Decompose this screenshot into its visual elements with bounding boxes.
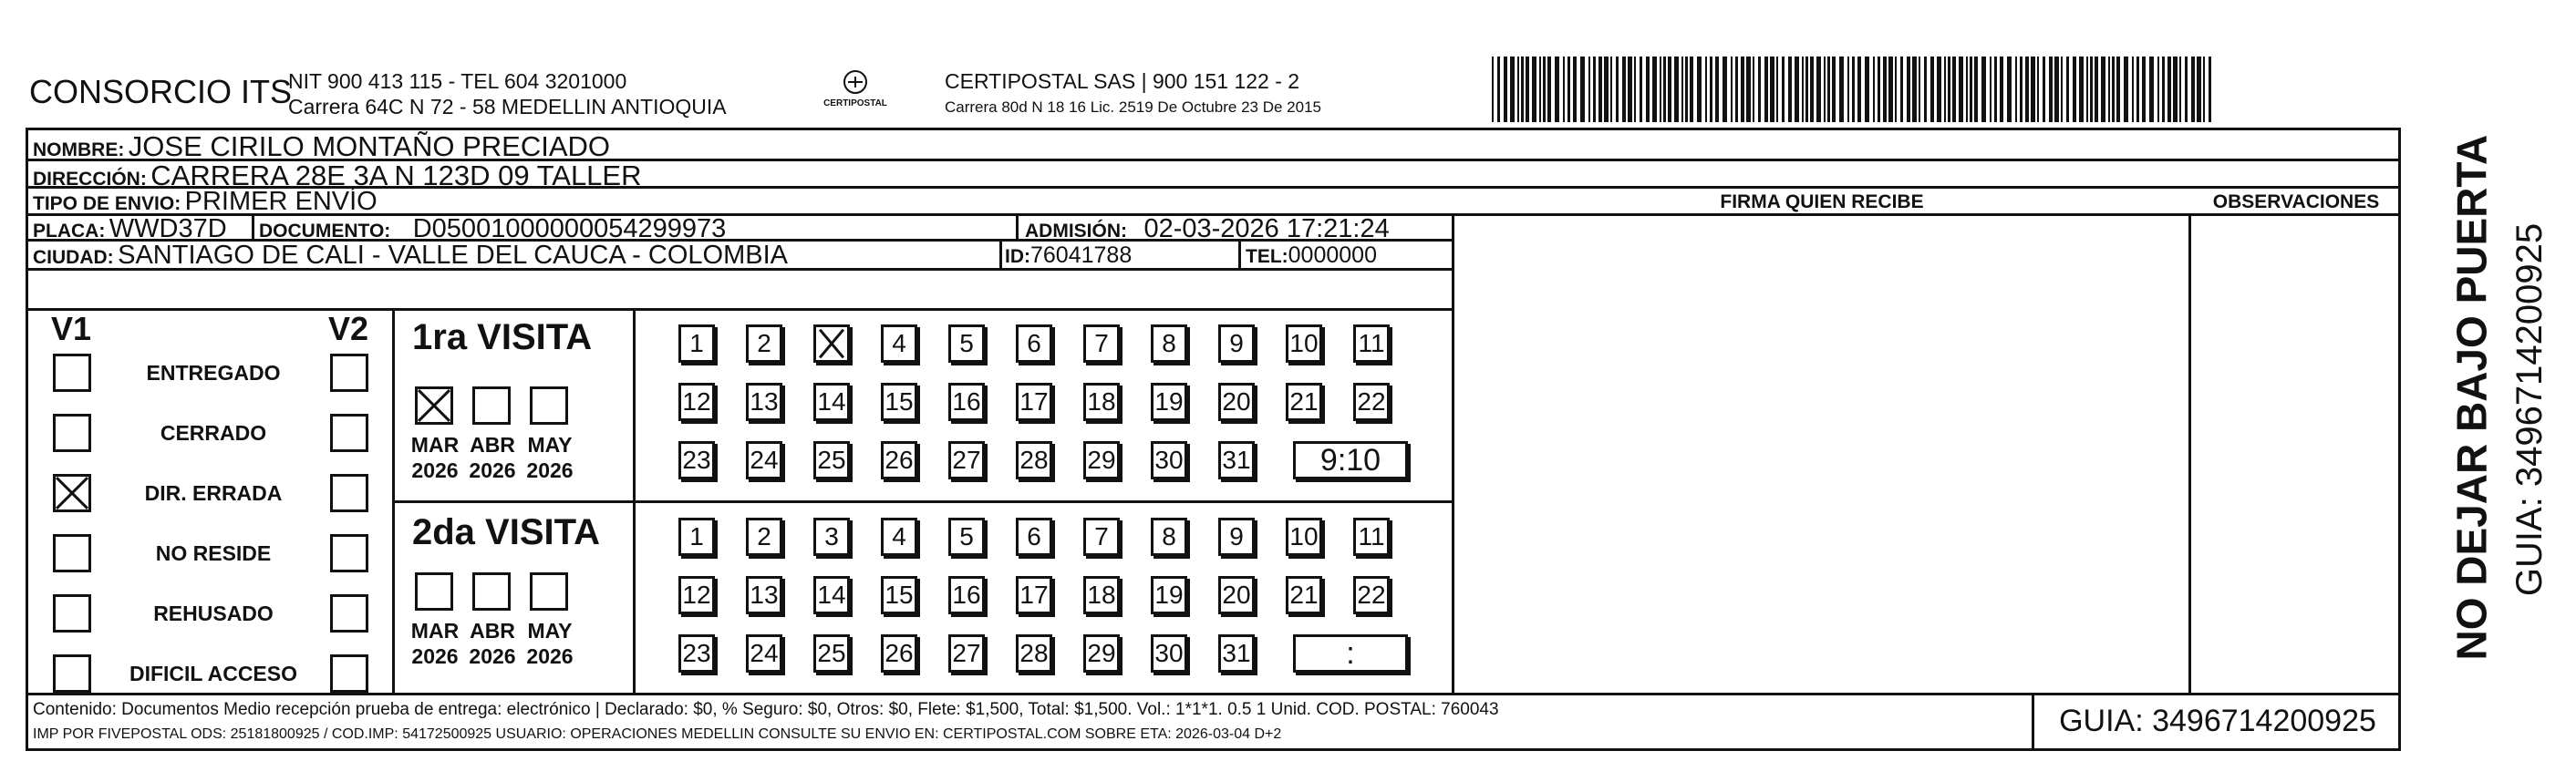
barcode-bar <box>2095 57 2098 122</box>
day-box[interactable]: 28 <box>1016 634 1052 673</box>
barcode-bar <box>1715 57 1719 122</box>
barcode-bar <box>2031 57 2035 122</box>
reason-label: DIFICIL ACCESO <box>129 662 297 685</box>
day-box[interactable]: 15 <box>881 576 917 614</box>
day-box[interactable] <box>813 324 850 363</box>
barcode-bar <box>1795 57 1799 122</box>
barcode-bar <box>1622 57 1626 122</box>
barcode-bar <box>1593 57 1596 122</box>
barcode-bar <box>1852 57 1855 122</box>
day-box[interactable]: 2 <box>746 324 782 363</box>
month-checkbox[interactable] <box>415 386 453 425</box>
barcode-bar <box>1919 57 1920 122</box>
certipostal-logo <box>810 67 901 113</box>
barcode-bar <box>1839 57 1844 122</box>
day-box[interactable]: 25 <box>813 441 850 479</box>
documento-value: D05001000000054299973 <box>412 214 727 243</box>
barcode-bar <box>1532 57 1536 122</box>
barcode-bar <box>2179 57 2181 122</box>
day-box[interactable]: 1 <box>678 518 715 556</box>
barcode-bar <box>1883 57 1887 122</box>
ciudad-label: CIUDAD: <box>33 247 114 268</box>
month-name: ABR <box>470 433 515 457</box>
barcode-bar <box>1668 57 1671 122</box>
day-box[interactable]: 24 <box>746 441 782 479</box>
barcode-bar <box>2090 57 2093 122</box>
nombre-label: NOMBRE: <box>33 139 125 160</box>
month-label <box>465 618 520 669</box>
day-box[interactable]: 18 <box>1083 383 1120 421</box>
barcode-bar <box>2191 57 2195 122</box>
day-box[interactable]: 1 <box>678 324 715 363</box>
barcode-bar <box>2061 57 2063 122</box>
footer-contenido: Contenido: Documentos Medio recepción prueba de entrega: electrónico | Declarado: $0, % Seguro: $0, Otros: $0, Flete: $1,500, Total: $1,500. Vol.: 1*1*1. 0.5 1 Unid. COD. POSTAL: 760043 <box>33 700 1499 719</box>
barcode-bar <box>2073 57 2076 122</box>
barcode-bar <box>1873 57 1875 122</box>
day-box[interactable]: 10 <box>1286 518 1322 556</box>
placa-label: PLACA: <box>33 221 106 242</box>
barcode-bar <box>1974 57 1978 122</box>
month-year: 2026 <box>411 458 459 482</box>
barcode-bar <box>1994 57 1997 122</box>
barcode-bar <box>1521 57 1524 122</box>
barcode-bar <box>2142 57 2146 122</box>
barcode-bar <box>1735 57 1738 122</box>
barcode-bar <box>1827 57 1830 122</box>
barcode-bar <box>1646 57 1650 122</box>
v1-checkbox[interactable] <box>53 474 91 512</box>
barcode-bar <box>1857 57 1861 122</box>
day-box[interactable]: 9 <box>1218 518 1255 556</box>
barcode-bar <box>1640 57 1642 122</box>
day-box[interactable]: 17 <box>1016 576 1052 614</box>
day-box[interactable]: 18 <box>1083 576 1120 614</box>
direccion-value: CARRERA 28E 3A N 123D 09 TALLER <box>150 159 642 191</box>
direccion-label: DIRECCIÓN: <box>33 169 147 190</box>
barcode-bar <box>1681 57 1683 122</box>
barcode-bar <box>2209 57 2211 122</box>
day-box[interactable]: 28 <box>1016 441 1052 479</box>
barcode-bar <box>1567 57 1570 122</box>
barcode-bar <box>1690 57 1693 122</box>
barcode-bar <box>1776 57 1778 122</box>
month-label <box>522 618 577 669</box>
barcode-bar <box>2037 57 2039 122</box>
day-box[interactable]: 17 <box>1016 383 1052 421</box>
ciudad-field <box>33 241 788 271</box>
month-checkbox[interactable] <box>472 572 511 611</box>
day-box[interactable]: 9 <box>1218 324 1255 363</box>
day-box[interactable]: 4 <box>881 324 917 363</box>
company-address: Carrera 64C N 72 - 58 MEDELLIN ANTIOQUIA <box>288 95 727 118</box>
barcode-bar <box>1788 57 1792 122</box>
day-box[interactable]: 13 <box>746 576 782 614</box>
day-box[interactable]: 11 <box>1353 324 1390 363</box>
barcode-bar <box>1824 57 1826 122</box>
day-box[interactable]: 11 <box>1353 518 1390 556</box>
day-box[interactable]: 26 <box>881 634 917 673</box>
day-box[interactable]: 22 <box>1353 383 1390 421</box>
tel-value: 0000000 <box>1288 242 1377 268</box>
barcode-bar <box>1832 57 1836 122</box>
barcode-bar <box>1924 57 1927 122</box>
barcode-bar <box>1746 57 1751 122</box>
day-box[interactable]: 27 <box>948 441 985 479</box>
barcode-bar <box>1764 57 1768 122</box>
v1-checkbox[interactable] <box>53 534 91 572</box>
company-nit: NIT 900 413 115 - TEL 604 3201000 <box>288 69 627 93</box>
month-label <box>408 432 462 483</box>
v2-checkbox[interactable] <box>330 354 368 392</box>
month-checkbox[interactable] <box>530 572 568 611</box>
day-box[interactable]: 6 <box>1016 518 1052 556</box>
barcode-bar <box>1981 57 1986 122</box>
id-label: ID: <box>1005 246 1030 267</box>
barcode-bar <box>2025 57 2029 122</box>
day-box[interactable]: 5 <box>948 324 985 363</box>
logo-text: CERTIPOSTAL <box>823 98 887 108</box>
day-box[interactable]: 3 <box>813 518 850 556</box>
barcode-bar <box>2116 57 2120 122</box>
barcode-bar <box>2108 57 2110 122</box>
barcode-bar <box>2132 57 2134 122</box>
barcode-bar <box>2000 57 2003 122</box>
barcode-bar <box>1526 57 1529 122</box>
footer-guia: GUIA: 3496714200925 <box>2059 704 2376 738</box>
barcode-bar <box>1573 57 1577 122</box>
day-box[interactable]: 20 <box>1218 576 1255 614</box>
day-box[interactable]: 8 <box>1151 518 1187 556</box>
day-box[interactable]: 10 <box>1286 324 1322 363</box>
v2-checkbox[interactable] <box>330 654 368 693</box>
barcode-bar <box>1547 57 1551 122</box>
barcode-bar <box>1952 57 1956 122</box>
barcode-bar <box>1888 57 1893 122</box>
barcode-bar <box>1900 57 1903 122</box>
month-year: 2026 <box>469 458 516 482</box>
tel-label: TEL: <box>1246 246 1288 267</box>
day-box[interactable]: 14 <box>813 383 850 421</box>
barcode-bar <box>1610 57 1612 122</box>
barcode-bar <box>1634 57 1636 122</box>
firma-label: FIRMA QUIEN RECIBE <box>1720 191 1924 212</box>
reason-label: REHUSADO <box>153 602 274 625</box>
day-box[interactable]: 15 <box>881 383 917 421</box>
barcode-bar <box>1517 57 1519 122</box>
day-box[interactable]: 29 <box>1083 441 1120 479</box>
barcode-bar <box>1510 57 1515 122</box>
barcode-bar <box>2112 57 2115 122</box>
barcode-bar <box>2124 57 2128 122</box>
barcode-bar <box>1580 57 1585 122</box>
month-name: MAR <box>410 433 460 457</box>
day-box[interactable]: 16 <box>948 383 985 421</box>
barcode-bar <box>1563 57 1565 122</box>
day-box[interactable]: 23 <box>678 441 715 479</box>
day-box[interactable]: 14 <box>813 576 850 614</box>
barcode-bar <box>1539 57 1541 122</box>
nombre-row <box>33 130 610 163</box>
barcode-bar <box>1948 57 1950 122</box>
barcode-bar <box>2054 57 2059 122</box>
day-box[interactable]: 12 <box>678 383 715 421</box>
v1-label: V1 <box>51 310 92 347</box>
day-box[interactable]: 22 <box>1353 576 1390 614</box>
barcode-bar <box>2197 57 2201 122</box>
barcode <box>1492 57 2221 122</box>
barcode-bar <box>2136 57 2139 122</box>
day-box[interactable]: 30 <box>1151 441 1187 479</box>
tel-field <box>1246 242 1377 269</box>
month-label <box>522 432 577 483</box>
tipo-value: PRIMER ENVÍO <box>184 187 378 216</box>
barcode-bar <box>2015 57 2017 122</box>
barcode-bar <box>1959 57 1963 122</box>
barcode-bar <box>1758 57 1761 122</box>
month-name: MAY <box>527 433 573 457</box>
v1-checkbox[interactable] <box>53 354 91 392</box>
barcode-bar <box>1770 57 1774 122</box>
barcode-bar <box>1674 57 1679 122</box>
barcode-bar <box>1907 57 1910 122</box>
barcode-bar <box>1660 57 1661 122</box>
visit-1-title: 1ra VISITA <box>412 317 593 357</box>
day-box[interactable]: 31 <box>1218 634 1255 673</box>
month-checkbox[interactable] <box>415 572 453 611</box>
barcode-bar <box>1616 57 1619 122</box>
month-year: 2026 <box>469 644 516 668</box>
barcode-bar <box>1731 57 1733 122</box>
barcode-bar <box>1753 57 1754 122</box>
barcode-bar <box>2173 57 2178 122</box>
day-box[interactable]: 29 <box>1083 634 1120 673</box>
barcode-bar <box>1802 57 1804 122</box>
v1-checkbox[interactable] <box>53 594 91 633</box>
reason-label: CERRADO <box>160 421 267 445</box>
day-box[interactable]: 13 <box>746 383 782 421</box>
observaciones-label: OBSERVACIONES <box>2212 191 2380 212</box>
barcode-bar <box>1970 57 1972 122</box>
barcode-bar <box>1492 57 1494 122</box>
barcode-bar <box>1497 57 1500 122</box>
barcode-bar <box>1705 57 1707 122</box>
barcode-bar <box>1930 57 1934 122</box>
day-box[interactable]: 21 <box>1286 383 1322 421</box>
month-year: 2026 <box>411 644 459 668</box>
placa-value: WWD37D <box>109 214 227 243</box>
barcode-bar <box>1810 57 1814 122</box>
day-box[interactable]: 23 <box>678 634 715 673</box>
barcode-bar <box>2157 57 2159 122</box>
month-label <box>408 618 462 669</box>
barcode-bar <box>1865 57 1869 122</box>
month-checkbox[interactable] <box>472 386 511 425</box>
barcode-bar <box>1966 57 1968 122</box>
reason-label: NO RESIDE <box>155 541 272 565</box>
day-box[interactable]: 19 <box>1151 576 1187 614</box>
month-name: MAY <box>527 619 573 643</box>
barcode-bar <box>2185 57 2188 122</box>
v1-checkbox[interactable] <box>53 654 91 693</box>
carrier-name: CERTIPOSTAL SAS | 900 151 122 - 2 <box>945 69 1300 93</box>
day-box[interactable]: 20 <box>1218 383 1255 421</box>
month-name: MAR <box>410 619 460 643</box>
barcode-bar <box>2020 57 2023 122</box>
barcode-bar <box>2049 57 2053 122</box>
month-year: 2026 <box>526 458 574 482</box>
id-field <box>1005 242 1132 269</box>
footer-imp: IMP POR FIVEPOSTAL ODS: 25181800925 / COD.IMP: 54172500925 USUARIO: OPERACIONES MEDELLIN CONSULTE SU ENVIO EN: CERTIPOSTAL.COM SOBRE ETA: 2026-03-04 D+2 <box>33 726 1282 742</box>
barcode-bar <box>2007 57 2012 122</box>
tipo-row <box>33 187 378 217</box>
id-value: 76041788 <box>1030 242 1133 268</box>
day-box[interactable]: 7 <box>1083 518 1120 556</box>
day-box[interactable]: 7 <box>1083 324 1120 363</box>
documento-label: DOCUMENTO: <box>259 221 391 242</box>
day-box[interactable]: 8 <box>1151 324 1187 363</box>
day-box[interactable]: 27 <box>948 634 985 673</box>
barcode-bar <box>1710 57 1712 122</box>
day-box[interactable]: 5 <box>948 518 985 556</box>
v2-label: V2 <box>328 310 369 347</box>
side-guia: GUIA: 3496714200925 <box>2509 222 2550 597</box>
barcode-bar <box>1588 57 1590 122</box>
barcode-bar <box>2101 57 2105 122</box>
day-box[interactable]: 6 <box>1016 324 1052 363</box>
reason-label: ENTREGADO <box>146 361 281 385</box>
day-box[interactable]: 16 <box>948 576 985 614</box>
day-box[interactable]: 4 <box>881 518 917 556</box>
v2-checkbox[interactable] <box>330 534 368 572</box>
day-box[interactable]: 2 <box>746 518 782 556</box>
v2-checkbox[interactable] <box>330 594 368 633</box>
day-box[interactable]: 26 <box>881 441 917 479</box>
barcode-bar <box>1895 57 1897 122</box>
barcode-bar <box>1697 57 1702 122</box>
barcode-bar <box>1663 57 1666 122</box>
day-box[interactable]: 21 <box>1286 576 1322 614</box>
barcode-bar <box>1805 57 1808 122</box>
visit-2-title: 2da VISITA <box>412 512 600 552</box>
barcode-bar <box>1937 57 1941 122</box>
barcode-bar <box>1847 57 1849 122</box>
tipo-label: TIPO DE ENVIO: <box>33 193 181 214</box>
barcode-bar <box>1741 57 1744 122</box>
barcode-bar <box>2086 57 2088 122</box>
day-box[interactable]: 19 <box>1151 383 1187 421</box>
day-box[interactable]: 31 <box>1218 441 1255 479</box>
side-no-dejar: NO DEJAR BAJO PUERTA <box>2447 134 2496 661</box>
admision-label: ADMISIÓN: <box>1025 221 1127 242</box>
month-name: ABR <box>470 619 515 643</box>
barcode-bar <box>2167 57 2171 122</box>
barcode-bar <box>2203 57 2205 122</box>
barcode-bar <box>1990 57 1991 122</box>
barcode-bar <box>1504 57 1507 122</box>
barcode-bar <box>2162 57 2165 122</box>
barcode-bar <box>2043 57 2045 122</box>
month-label <box>465 432 520 483</box>
admision-field <box>1025 214 1390 244</box>
carrier-address: Carrera 80d N 18 16 Lic. 2519 De Octubre 23 De 2015 <box>945 98 1321 116</box>
barcode-bar <box>1628 57 1632 122</box>
barcode-bar <box>1543 57 1546 122</box>
barcode-bar <box>1878 57 1880 122</box>
barcode-bar <box>1604 57 1609 122</box>
side-warning <box>2415 134 2550 661</box>
barcode-bar <box>1782 57 1785 122</box>
admision-value: 02-03-2026 17:21:24 <box>1143 214 1390 243</box>
month-year: 2026 <box>526 644 574 668</box>
company-name: CONSORCIO ITS <box>29 73 293 110</box>
v2-checkbox[interactable] <box>330 474 368 512</box>
day-box[interactable]: 24 <box>746 634 782 673</box>
day-box[interactable]: 25 <box>813 634 850 673</box>
nombre-value: JOSE CIRILO MONTAÑO PRECIADO <box>128 130 610 162</box>
day-box[interactable]: 30 <box>1151 634 1187 673</box>
barcode-bar <box>1912 57 1917 122</box>
ciudad-value: SANTIAGO DE CALI - VALLE DEL CAUCA - COLOMBIA <box>118 241 788 270</box>
barcode-bar <box>2079 57 2084 122</box>
month-checkbox[interactable] <box>530 386 568 425</box>
barcode-bar <box>1555 57 1559 122</box>
time-box[interactable]: : <box>1293 634 1408 673</box>
barcode-bar <box>1944 57 1946 122</box>
barcode-bar <box>2149 57 2154 122</box>
time-box[interactable]: 9:10 <box>1293 441 1408 479</box>
barcode-bar <box>1652 57 1657 122</box>
barcode-bar <box>1685 57 1688 122</box>
barcode-bar <box>1816 57 1821 122</box>
barcode-bar <box>2066 57 2069 122</box>
barcode-bar <box>1598 57 1602 122</box>
barcode-bar <box>1723 57 1727 122</box>
day-box[interactable]: 12 <box>678 576 715 614</box>
reason-label: DIR. ERRADA <box>144 481 283 505</box>
v1-checkbox[interactable] <box>53 414 91 452</box>
v2-checkbox[interactable] <box>330 414 368 452</box>
